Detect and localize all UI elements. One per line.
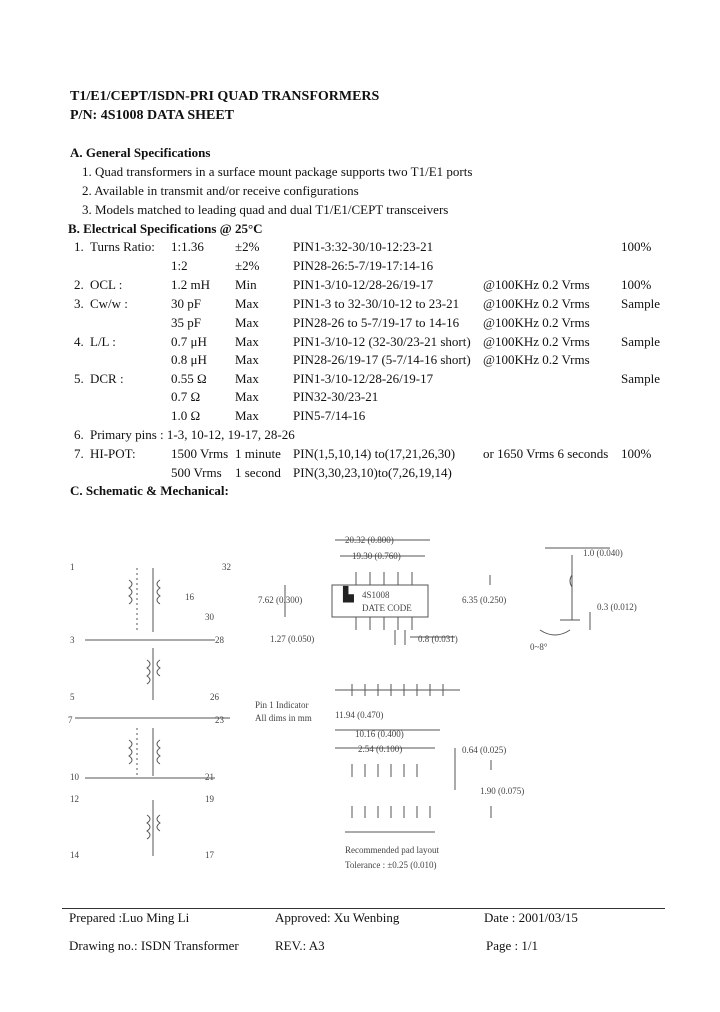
pin-label: 5 bbox=[70, 692, 75, 702]
pin-label: 32 bbox=[222, 562, 231, 572]
row-value: 0.7 μH bbox=[171, 334, 207, 349]
row-condition: @100KHz 0.2 Vrms bbox=[483, 277, 590, 292]
row-note: 100% bbox=[621, 277, 652, 292]
dim-label: 6.35 (0.250) bbox=[462, 595, 507, 605]
hipot-pins: PIN(1,5,10,14) to(17,21,26,30) bbox=[293, 446, 456, 461]
dim-label: 0.64 (0.025) bbox=[462, 745, 507, 755]
pin-label: 21 bbox=[205, 772, 214, 782]
dim-label: 2.54 (0.100) bbox=[358, 744, 403, 754]
date: Date : 2001/03/15 bbox=[484, 910, 578, 925]
row-limit: Max bbox=[235, 408, 259, 423]
marking-code: 4S1008 bbox=[362, 590, 390, 600]
pin-label: 10 bbox=[70, 772, 79, 782]
primary-pins-num: 6. bbox=[74, 427, 84, 442]
row-condition: @100KHz 0.2 Vrms bbox=[483, 334, 590, 349]
hipot-alt: or 1650 Vrms 6 seconds bbox=[483, 446, 609, 461]
row-label: Turns Ratio: bbox=[90, 239, 155, 254]
row-label: OCL : bbox=[90, 277, 123, 292]
row-limit: Max bbox=[235, 296, 259, 311]
row-limit: Min bbox=[235, 277, 257, 292]
transformer-coil bbox=[147, 648, 160, 700]
row-pins: PIN5-7/14-16 bbox=[293, 408, 366, 423]
row-limit: Max bbox=[235, 389, 259, 404]
row-condition: @100KHz 0.2 Vrms bbox=[483, 296, 590, 311]
row-value: 1.0 Ω bbox=[171, 408, 201, 423]
pin-label: 23 bbox=[215, 715, 224, 725]
row-note: 100% bbox=[621, 239, 652, 254]
row-value: 1:1.36 bbox=[171, 239, 204, 254]
row-num: 2. bbox=[74, 277, 84, 292]
row-limit: ±2% bbox=[235, 239, 260, 254]
pin-label: 3 bbox=[70, 635, 75, 645]
transformer-coil bbox=[75, 718, 230, 778]
pin-label: 14 bbox=[70, 850, 79, 860]
page-number: Page : 1/1 bbox=[486, 938, 538, 953]
pin-label: 17 bbox=[205, 850, 214, 860]
approved-by: Approved: Xu Wenbing bbox=[275, 910, 400, 925]
row-value: 0.7 Ω bbox=[171, 389, 201, 404]
row-num: 4. bbox=[74, 334, 84, 349]
row-value: 0.55 Ω bbox=[171, 371, 207, 386]
hipot-time: 1 second bbox=[235, 465, 281, 480]
hipot-voltage: 1500 Vrms bbox=[171, 446, 229, 461]
row-value: 0.8 μH bbox=[171, 352, 207, 367]
row-note: Sample bbox=[621, 371, 660, 386]
dim-label: 7.62 (0.300) bbox=[258, 595, 303, 605]
row-note: Sample bbox=[621, 296, 660, 311]
dim-label: 20.32 (0.800) bbox=[345, 535, 394, 545]
general-item: 2. Available in transmit and/or receive configurations bbox=[82, 183, 359, 198]
footer-divider bbox=[62, 908, 665, 909]
row-limit: ±2% bbox=[235, 258, 260, 273]
row-label: DCR : bbox=[90, 371, 124, 386]
dim-label: 1.0 (0.040) bbox=[583, 548, 623, 558]
row-num: 1. bbox=[74, 239, 84, 254]
row-num: 3. bbox=[74, 296, 84, 311]
package-side-view bbox=[490, 548, 610, 635]
dim-label: 11.94 (0.470) bbox=[335, 710, 384, 720]
revision: REV.: A3 bbox=[275, 938, 325, 953]
row-label: L/L : bbox=[90, 334, 116, 349]
prepared-by: Prepared :Luo Ming Li bbox=[69, 910, 190, 925]
marking-date: DATE CODE bbox=[362, 603, 412, 613]
dim-label: 1.90 (0.075) bbox=[480, 786, 525, 796]
row-pins: PIN28-26 to 5-7/19-17 to 14-16 bbox=[293, 315, 460, 330]
hipot-pins: PIN(3,30,23,10)to(7,26,19,14) bbox=[293, 465, 452, 480]
hipot-time: 1 minute bbox=[235, 446, 281, 461]
pin-label: 7 bbox=[68, 715, 73, 725]
row-limit: Max bbox=[235, 315, 259, 330]
row-pins: PIN1-3/10-12 (32-30/23-21 short) bbox=[293, 334, 471, 349]
dim-label: 0.8 (0.031) bbox=[418, 634, 458, 644]
row-pins: PIN28-26:5-7/19-17:14-16 bbox=[293, 258, 434, 273]
row-pins: PIN28-26/19-17 (5-7/14-16 short) bbox=[293, 352, 471, 367]
row-condition: @100KHz 0.2 Vrms bbox=[483, 315, 590, 330]
transformer-coil bbox=[85, 568, 215, 640]
row-value: 1:2 bbox=[171, 258, 188, 273]
row-condition: @100KHz 0.2 Vrms bbox=[483, 352, 590, 367]
drawing-number: Drawing no.: ISDN Transformer bbox=[69, 938, 239, 953]
pin-label: 1 bbox=[70, 562, 75, 572]
pin-label: 12 bbox=[70, 794, 79, 804]
row-value: 1.2 mH bbox=[171, 277, 210, 292]
hipot-note: 100% bbox=[621, 446, 652, 461]
dim-label: 0.3 (0.012) bbox=[597, 602, 637, 612]
dim-label: 1.27 (0.050) bbox=[270, 634, 315, 644]
document-title: T1/E1/CEPT/ISDN-PRI QUAD TRANSFORMERS bbox=[70, 89, 380, 104]
hipot-voltage: 500 Vrms bbox=[171, 465, 222, 480]
row-value: 35 pF bbox=[171, 315, 201, 330]
row-pins: PIN1-3/10-12/28-26/19-17 bbox=[293, 277, 434, 292]
dim-label: 19.30 (0.760) bbox=[352, 551, 401, 561]
general-item: 3. Models matched to leading quad and dual T1/E1/CEPT transceivers bbox=[82, 202, 449, 217]
schematic-heading: C. Schematic & Mechanical: bbox=[70, 483, 229, 498]
row-pins: PIN32-30/23-21 bbox=[293, 389, 379, 404]
electrical-spec-heading: B. Electrical Specifications @ 25°C bbox=[68, 221, 263, 236]
row-note: Sample bbox=[621, 334, 660, 349]
pad-layout bbox=[335, 684, 491, 832]
dim-label: Recommended pad layout bbox=[345, 845, 439, 855]
row-pins: PIN1-3:32-30/10-12:23-21 bbox=[293, 239, 434, 254]
pin-label: 26 bbox=[210, 692, 219, 702]
dim-label: Tolerance : ±0.25 (0.010) bbox=[345, 860, 437, 870]
transformer-coil bbox=[147, 800, 160, 856]
row-limit: Max bbox=[235, 352, 259, 367]
row-value: 30 pF bbox=[171, 296, 201, 311]
row-label: Cw/w : bbox=[90, 296, 128, 311]
row-pins: PIN1-3/10-12/28-26/19-17 bbox=[293, 371, 434, 386]
row-limit: Max bbox=[235, 371, 259, 386]
row-pins: PIN1-3 to 32-30/10-12 to 23-21 bbox=[293, 296, 460, 311]
dim-label: Pin 1 Indicator bbox=[255, 700, 309, 710]
general-item: 1. Quad transformers in a surface mount package supports two T1/E1 ports bbox=[82, 164, 473, 179]
primary-pins: Primary pins : 1-3, 10-12, 19-17, 28-26 bbox=[90, 427, 295, 442]
hipot-label: HI-POT: bbox=[90, 446, 136, 461]
pin-label: 16 bbox=[185, 592, 194, 602]
part-number: P/N: 4S1008 DATA SHEET bbox=[70, 108, 235, 123]
pin-label: 30 bbox=[205, 612, 214, 622]
dim-label: 10.16 (0.400) bbox=[355, 729, 404, 739]
pin-label: 28 bbox=[215, 635, 224, 645]
pin1-indicator-icon: ▙ bbox=[343, 588, 354, 603]
dim-label: All dims in mm bbox=[255, 713, 312, 723]
pin-label: 19 bbox=[205, 794, 214, 804]
general-spec-heading: A. General Specifications bbox=[70, 145, 211, 160]
dim-label: 0~8° bbox=[530, 642, 548, 652]
hipot-num: 7. bbox=[74, 446, 84, 461]
row-limit: Max bbox=[235, 334, 259, 349]
row-num: 5. bbox=[74, 371, 84, 386]
